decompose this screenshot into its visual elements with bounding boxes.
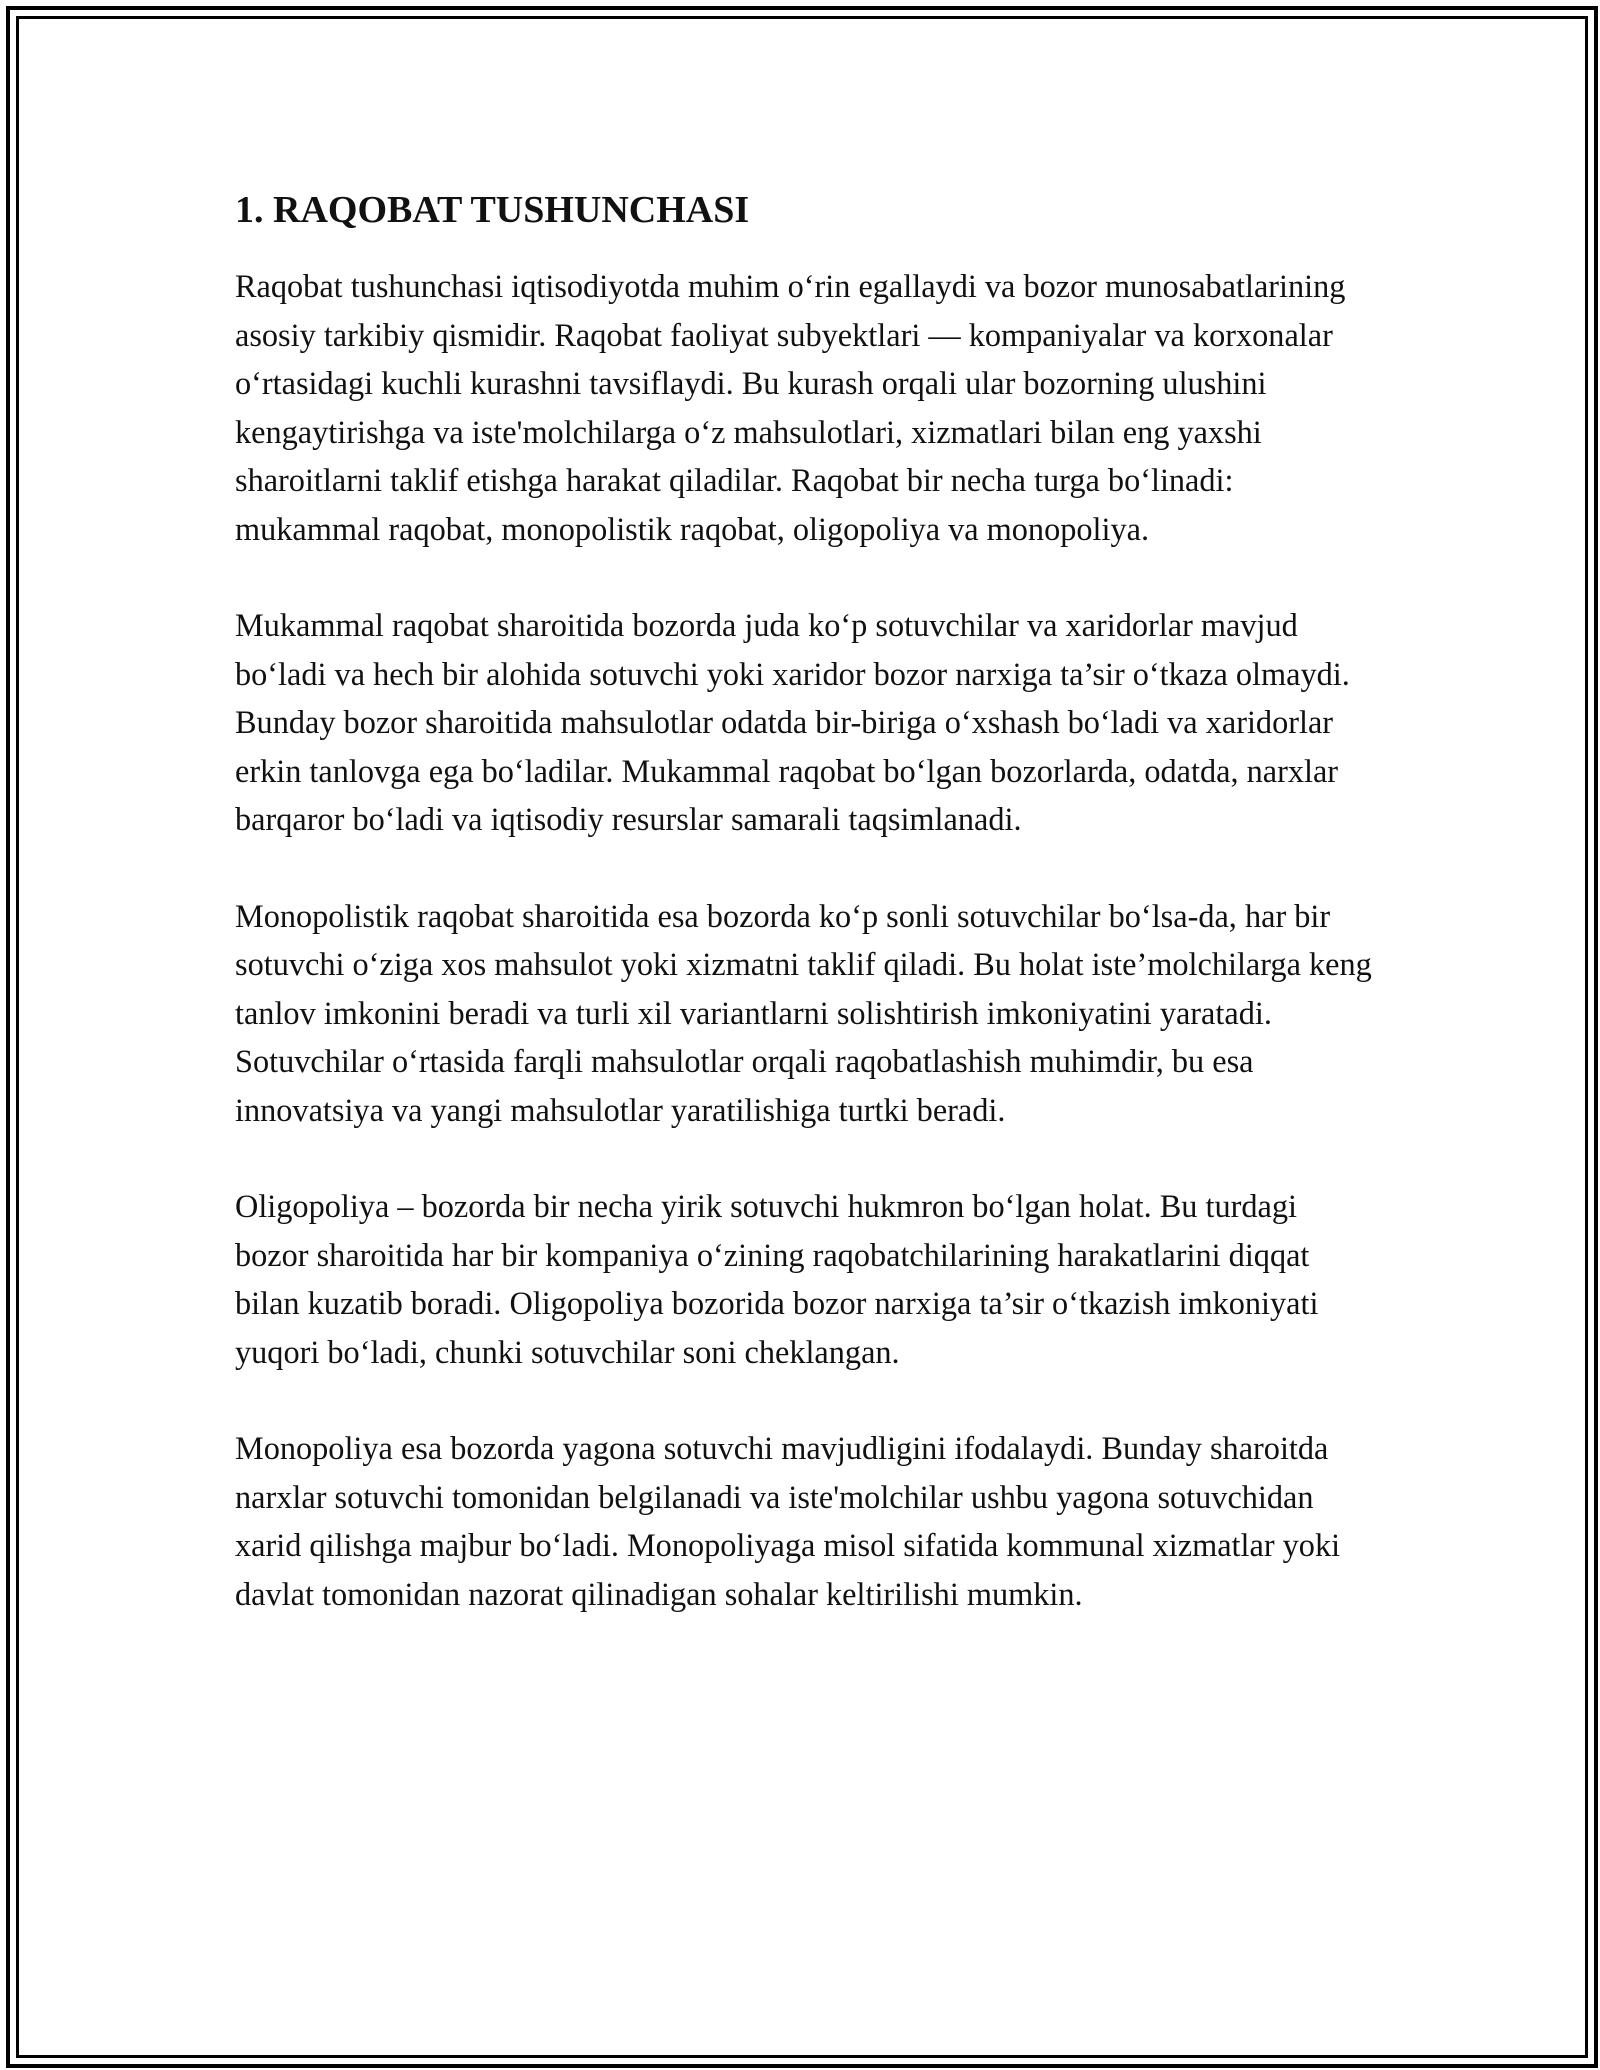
- paragraph-oligopoly: Oligopoliya – bozorda bir necha yirik sotuvchi hukmron bo‘lgan holat. Bu turdagi bozor sharoitida har bir kompaniya o‘zining raqobatchilarining harakatlarini diqqat bilan kuzatib boradi. Oligopoliya bozorida bozor narxiga ta’sir o‘tkazish imkoniyati yuqori bo‘ladi, chunki sotuvchilar soni cheklangan.: [235, 1188, 1319, 1370]
- document-body: [235, 186, 1375, 1666]
- section-heading: 1. RAQOBAT TUSHUNCHASI: [235, 189, 750, 231]
- paragraph-monopoly: Monopoliya esa bozorda yagona sotuvchi mavjudligini ifodalaydi. Bunday sharoitda narxlar sotuvchi tomonidan belgilanadi va iste'molchilar ushbu yagona sotuvchidan xarid qilishga majbur bo‘ladi. Monopoliyaga misol sifatida kommunal xizmatlar yoki davlat tomonidan nazorat qilinadigan sohalar keltirilishi mumkin.: [235, 1430, 1341, 1612]
- paragraph-intro: Raqobat tushunchasi iqtisodiyotda muhim o‘rin egallaydi va bozor munosabatlarining asosiy tarkibiy qismidir. Raqobat faoliyat subyektlari — kompaniyalar va korxonalar o‘rtasidagi kuchli kurashni tavsiflaydi. Bu kurash orqali ular bozorning ulushini kengaytirishga va iste'molchilarga o‘z mahsulotlari, xizmatlari bilan eng yaxshi sharoitlarni taklif etishga harakat qiladilar. Raqobat bir necha turga bo‘linadi: mukammal raqobat, monopolistik raqobat, oligopoliya va monopoliya.: [235, 268, 1346, 547]
- paragraph-monopolistic-competition: Monopolistik raqobat sharoitida esa bozorda ko‘p sonli sotuvchilar bo‘lsa-da, har bir sotuvchi o‘ziga xos mahsulot yoki xizmatni taklif qiladi. Bu holat iste’molchilarga keng tanlov imkonini beradi va turli xil variantlarni solishtirish imkoniyatini yaratadi. Sotuvchilar o‘rtasida farqli mahsulotlar orqali raqobatlashish muhimdir, bu esa innovatsiya va yangi mahsulotlar yaratilishiga turtki beradi.: [235, 897, 1372, 1128]
- paragraph-perfect-competition: Mukammal raqobat sharoitida bozorda juda ko‘p sotuvchilar va xaridorlar mavjud bo‘ladi va hech bir alohida sotuvchi yoki xaridor bozor narxiga ta’sir o‘tkaza olmaydi. Bunday bozor sharoitida mahsulotlar odatda bir-biriga o‘xshash bo‘ladi va xaridorlar erkin tanlovga ega bo‘ladilar. Mukammal raqobat bo‘lgan bozorlarda, odatda, narxlar barqaror bo‘ladi va iqtisodiy resurslar samarali taqsimlanadi.: [235, 607, 1350, 838]
